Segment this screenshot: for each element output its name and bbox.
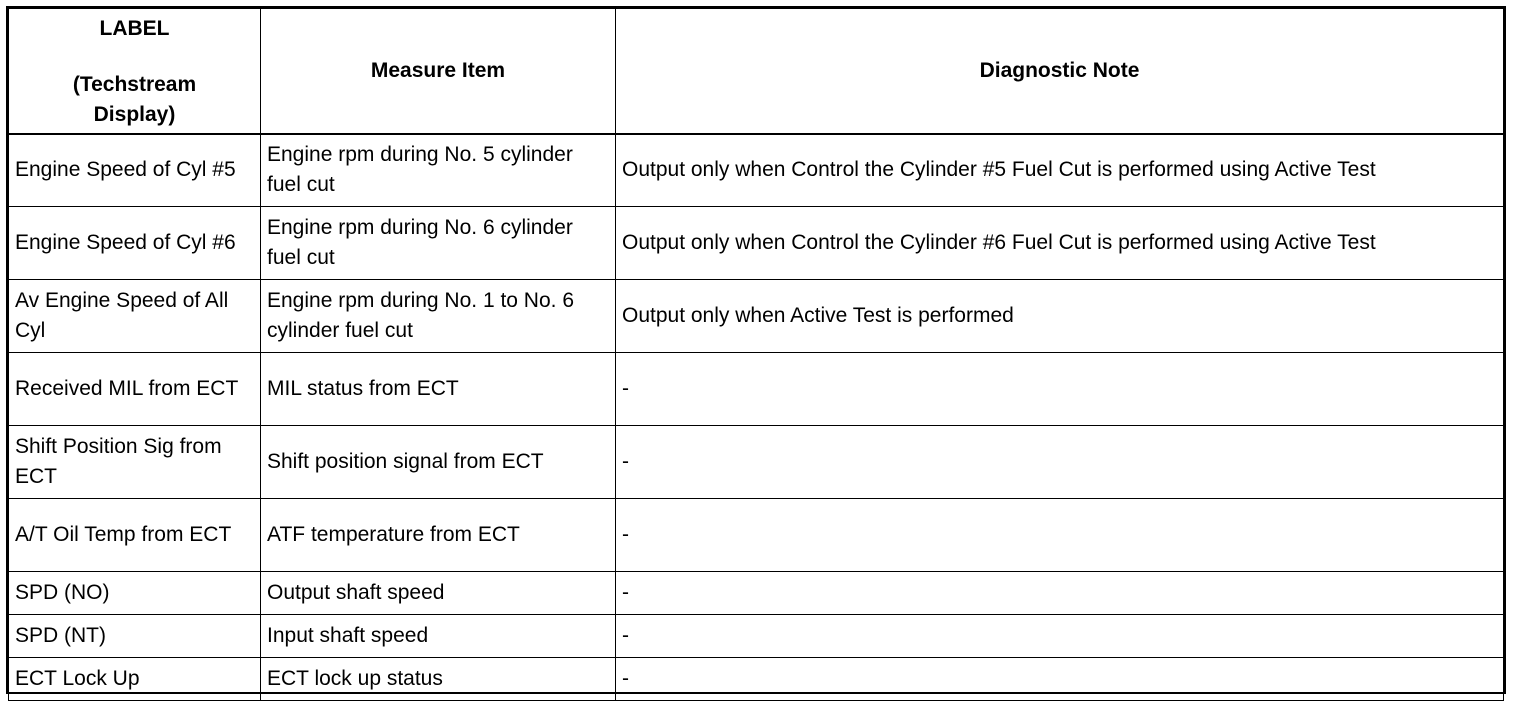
header-label-sub1: (Techstream [72,72,197,96]
table-row [9,572,1504,615]
table-row [9,353,1504,426]
row-diagnostic-note: - [616,572,1504,615]
row-label: SPD (NT) [9,615,261,658]
header-measure-item: Measure Item [261,9,616,134]
table-row [9,134,1504,207]
row-label: Engine Speed of Cyl #5 [9,134,261,207]
row-label: ECT Lock Up [9,658,261,701]
row-diagnostic-note: - [616,426,1504,499]
table-row [9,658,1504,701]
header-label-sub2: Display) [93,102,176,126]
row-label: Engine Speed of Cyl #6 [9,207,261,280]
row-measure-item: Engine rpm during No. 1 to No. 6 cylinder fuel cut [261,280,616,353]
row-measure-item: Engine rpm during No. 6 cylinder fuel cut [261,207,616,280]
table-row [9,499,1504,572]
table-row [9,426,1504,499]
row-label: SPD (NO) [9,572,261,615]
row-measure-item: Output shaft speed [261,572,616,615]
row-measure-item: Input shaft speed [261,615,616,658]
row-diagnostic-note: Output only when Control the Cylinder #6 Fuel Cut is performed using Active Test [616,207,1504,280]
table-row [9,615,1504,658]
data-list-table [8,8,1504,701]
header-row [9,9,1504,134]
table-row [9,207,1504,280]
row-diagnostic-note: Output only when Active Test is performed [616,280,1504,353]
row-diagnostic-note: Output only when Control the Cylinder #5 Fuel Cut is performed using Active Test [616,134,1504,207]
row-measure-item: Shift position signal from ECT [261,426,616,499]
header-label-gap [15,44,254,70]
row-label: Received MIL from ECT [9,353,261,426]
row-measure-item: MIL status from ECT [261,353,616,426]
header-diagnostic-note: Diagnostic Note [616,9,1504,134]
header-label-title: LABEL [99,16,170,40]
row-diagnostic-note: - [616,615,1504,658]
table-row [9,280,1504,353]
row-measure-item: ECT lock up status [261,658,616,701]
row-measure-item: ATF temperature from ECT [261,499,616,572]
data-list-table-frame [6,6,1506,694]
row-diagnostic-note: - [616,658,1504,701]
row-diagnostic-note: - [616,353,1504,426]
row-label: Shift Position Sig from ECT [9,426,261,499]
row-label: Av Engine Speed of All Cyl [9,280,261,353]
header-label [9,9,261,134]
row-label: A/T Oil Temp from ECT [9,499,261,572]
row-measure-item: Engine rpm during No. 5 cylinder fuel cut [261,134,616,207]
row-diagnostic-note: - [616,499,1504,572]
